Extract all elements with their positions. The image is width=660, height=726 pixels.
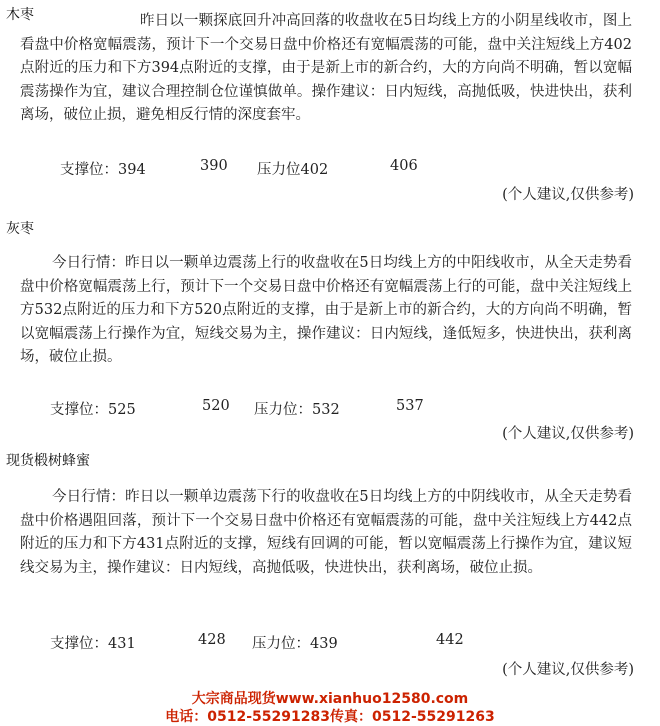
resistance-level: 压力位：439 [252,636,338,652]
section-paragraph-jujube-wood: 昨日以一颗探底回升冲高回落的收盘收在5日均线上方的小阴星线收市，图上看盘中价格宽幅震荡，预计下一个交易日盘中价格还有宽幅震荡的可能，盘中关注短线上方402点附近的压力和下方394点附近的支撑，由于是新上市的新合约，大的方向尚不明确，暂以宽幅震荡操作为宜，建议合理控制仓位谨慎做单。操作建议：日内短线，高抛低吸，快进快出，获利离场，破位止损，避免相反行情的深度套牢。 [20,13,632,123]
levels-row-jujube-wood [30,158,590,178]
support-level: 支撑位：431 [50,636,136,652]
section-title-jujube-wood: 木枣 [6,7,34,23]
support-level-2: 520 [202,398,230,414]
support-level: 支撑位：525 [50,402,136,418]
support-level-2: 428 [198,632,226,648]
disclaimer-note: (个人建议,仅供参考) [502,187,634,203]
section-title-linden-honey: 现货椴树蜂蜜 [6,453,90,469]
footer-company-line [0,688,660,708]
levels-row-linden-honey [30,632,590,652]
resistance-level: 压力位：532 [254,402,340,418]
disclaimer-note: (个人建议,仅供参考) [502,426,634,442]
company-name: 大宗商品现货 [191,691,276,707]
resistance-level-2: 442 [436,632,464,648]
company-url[interactable]: www.xianhuo12580.com [275,691,469,707]
resistance-level: 压力位402 [257,162,329,178]
support-level: 支撑位：394 [60,162,146,178]
support-level-2: 390 [200,158,228,174]
resistance-level-2: 537 [396,398,424,414]
disclaimer-note: (个人建议,仅供参考) [502,662,634,678]
telephone-number: 电话：0512-55291283 [165,709,330,725]
fax-number: 传真：0512-55291263 [330,709,495,725]
footer-contact-line [0,706,660,726]
section-paragraph-jujube-grey: 今日行情：昨日以一颗单边震荡上行的收盘收在5日均线上方的中阳线收市，从全天走势看盘中价格宽幅震荡上行，预计下一个交易日盘中价格还有宽幅震荡上行的可能，盘中关注短线上方532点附近的压力和下方520点附近的支撑，由于是新上市的新合约，大的方向尚不明确，暂以宽幅震荡上行操作为宜，短线交易为主，操作建议：日内短线，逢低短多，快进快出，获利离场，破位止损。 [20,255,632,365]
levels-row-jujube-grey [30,398,590,418]
section-title-jujube-grey: 灰枣 [6,221,34,237]
section-paragraph-linden-honey: 今日行情：昨日以一颗单边震荡下行的收盘收在5日均线上方的中阴线收市，从全天走势看盘中价格遇阻回落，预计下一个交易日盘中价格还有宽幅震荡的可能，盘中关注短线上方442点附近的压力和下方431点附近的支撑，短线有回调的可能，暂以宽幅震荡上行操作为宜，建议短线交易为主，操作建议：日内短线，高抛低吸，快进快出，获利离场，破位止损。 [20,489,632,576]
resistance-level-2: 406 [390,158,418,174]
